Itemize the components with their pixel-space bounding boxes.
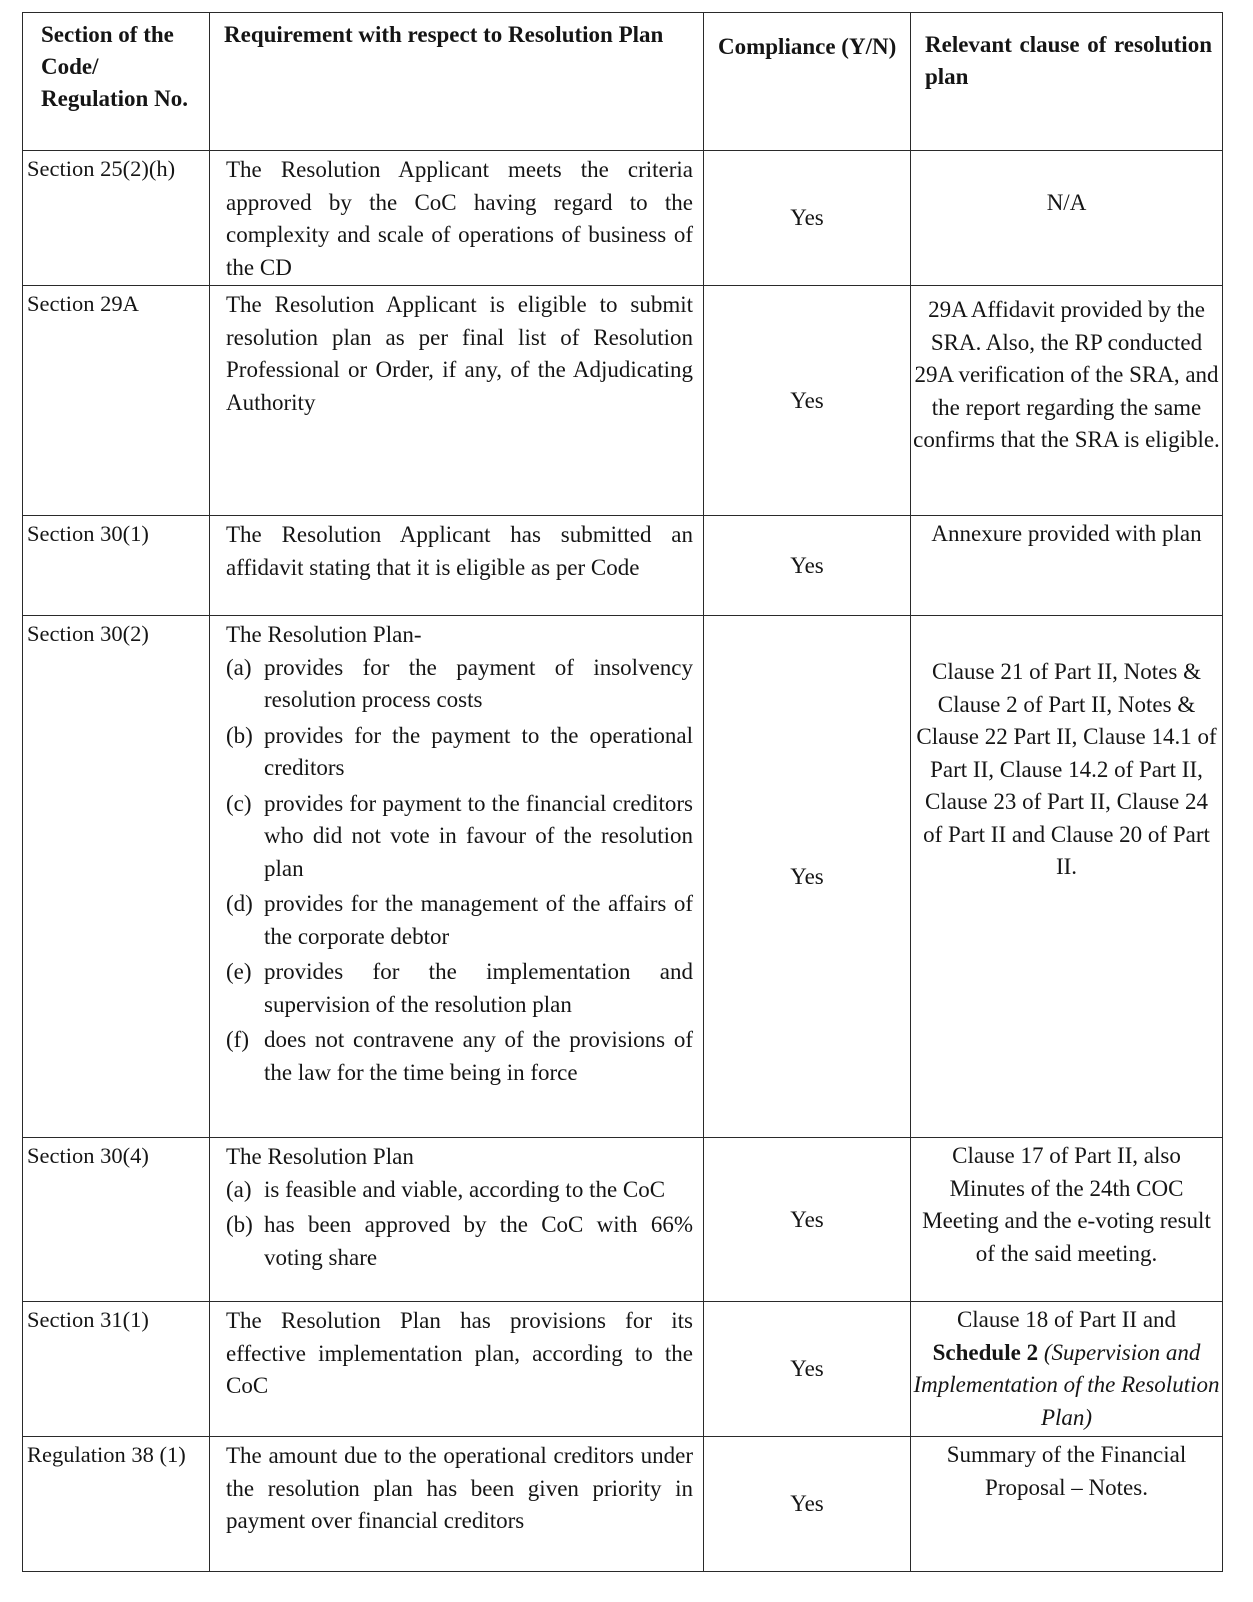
section-cell: Section 30(4) bbox=[23, 1138, 210, 1302]
list-item-text: has been approved by the CoC with 66% voting share bbox=[264, 1212, 693, 1270]
compliance-table-page bbox=[22, 12, 1222, 1572]
section-cell: Section 30(2) bbox=[23, 616, 210, 1138]
list-item bbox=[226, 888, 693, 953]
list-item bbox=[226, 956, 693, 1021]
table-header-row bbox=[23, 13, 1223, 151]
list-item bbox=[226, 1209, 693, 1274]
requirement-list bbox=[226, 652, 693, 1090]
list-marker: (d) bbox=[226, 891, 253, 916]
section-cell: Section 30(1) bbox=[23, 516, 210, 616]
table-row bbox=[23, 286, 1223, 516]
compliance-cell: Yes bbox=[704, 616, 911, 1138]
list-item-text: provides for the payment to the operational creditors bbox=[264, 722, 693, 780]
clause-cell: N/A bbox=[911, 151, 1223, 286]
requirement-cell bbox=[210, 1138, 704, 1302]
compliance-cell: Yes bbox=[704, 1437, 911, 1572]
clause-cell: 29A Affidavit provided by the SRA. Also, the RP conducted 29A verification of the SRA, and the report regarding the same confirms that the SRA is eligible. bbox=[911, 286, 1223, 516]
list-item-text: provides for payment to the financial creditors who did not vote in favour of the resolution plan bbox=[264, 790, 693, 881]
compliance-cell: Yes bbox=[704, 516, 911, 616]
compliance-cell: Yes bbox=[704, 1138, 911, 1302]
clause-schedule-italic: (Supervision and Implementation of the Resolution Plan) bbox=[913, 1339, 1220, 1430]
list-marker: (b) bbox=[226, 722, 253, 748]
section-cell: Section 31(1) bbox=[23, 1302, 210, 1437]
header-clause: Relevant clause of resolution plan bbox=[911, 13, 1223, 151]
table-row bbox=[23, 1138, 1223, 1302]
compliance-cell: Yes bbox=[704, 1302, 911, 1437]
clause-text: Clause 18 of Part II and bbox=[956, 1307, 1177, 1332]
compliance-table bbox=[22, 12, 1223, 1572]
list-marker: (b) bbox=[226, 1212, 253, 1237]
list-marker: (a) bbox=[226, 1176, 252, 1202]
list-item-text: provides for the management of the affairs of the corporate debtor bbox=[264, 891, 693, 949]
compliance-cell: Yes bbox=[704, 286, 911, 516]
header-requirement: Requirement with respect to Resolution Plan bbox=[210, 13, 704, 151]
section-cell: Section 29A bbox=[23, 286, 210, 516]
compliance-cell: Yes bbox=[704, 151, 911, 286]
list-item bbox=[226, 652, 693, 717]
section-cell: Regulation 38 (1) bbox=[23, 1437, 210, 1572]
section-cell: Section 25(2)(h) bbox=[23, 151, 210, 286]
list-item-text: is feasible and viable, according to the CoC bbox=[264, 1176, 666, 1202]
clause-cell: Clause 21 of Part II, Notes & Clause 2 of Part II, Notes & Clause 22 Part II, Clause 14.1 of Part II, Clause 14.2 of Part II, Clause 23 of Part II, Clause 24 of Part II and Clause 20 of Part II. bbox=[911, 616, 1223, 1138]
header-compliance: Compliance (Y/N) bbox=[704, 13, 911, 151]
list-item bbox=[226, 1174, 693, 1207]
list-item bbox=[226, 720, 693, 785]
requirement-cell: The Resolution Applicant is eligible to submit resolution plan as per final list of Resolution Professional or Order, if any, of the Adjudicating Authority bbox=[210, 286, 704, 516]
table-row bbox=[23, 151, 1223, 286]
requirement-cell: The Resolution Plan has provisions for its effective implementation plan, according to the CoC bbox=[210, 1302, 704, 1437]
table-row bbox=[23, 616, 1223, 1138]
requirement-cell: The Resolution Applicant has submitted an affidavit stating that it is eligible as per Code bbox=[210, 516, 704, 616]
clause-cell: Annexure provided with plan bbox=[911, 516, 1223, 616]
clause-cell: Summary of the Financial Proposal – Notes. bbox=[911, 1437, 1223, 1572]
requirement-cell bbox=[210, 616, 704, 1138]
list-item bbox=[226, 788, 693, 886]
requirement-cell: The amount due to the operational creditors under the resolution plan has been given priority in payment over financial creditors bbox=[210, 1437, 704, 1572]
list-marker: (f) bbox=[226, 1027, 249, 1052]
list-marker: (e) bbox=[226, 959, 252, 984]
table-row bbox=[23, 1302, 1223, 1437]
requirement-cell: The Resolution Applicant meets the criteria approved by the CoC having regard to the complexity and scale of operations of business of the CD bbox=[210, 151, 704, 286]
table-row bbox=[23, 516, 1223, 616]
requirement-list bbox=[226, 1174, 693, 1275]
list-item-text: does not contravene any of the provisions of the law for the time being in force bbox=[264, 1027, 693, 1085]
clause-schedule-bold: Schedule 2 bbox=[932, 1339, 1039, 1365]
clause-cell bbox=[911, 1302, 1223, 1437]
list-item bbox=[226, 1024, 693, 1089]
list-marker: (c) bbox=[226, 790, 252, 816]
clause-cell: Clause 17 of Part II, also Minutes of the 24th COC Meeting and the e-voting result of the said meeting. bbox=[911, 1138, 1223, 1302]
table-row bbox=[23, 1437, 1223, 1572]
list-item-text: provides for the payment of insolvency resolution process costs bbox=[264, 654, 693, 712]
requirement-intro: The Resolution Plan- bbox=[226, 622, 422, 647]
list-marker: (a) bbox=[226, 654, 252, 680]
requirement-intro: The Resolution Plan bbox=[226, 1144, 414, 1169]
header-section: Section of the Code/ Regulation No. bbox=[23, 13, 210, 151]
list-item-text: provides for the implementation and supervision of the resolution plan bbox=[264, 959, 693, 1017]
